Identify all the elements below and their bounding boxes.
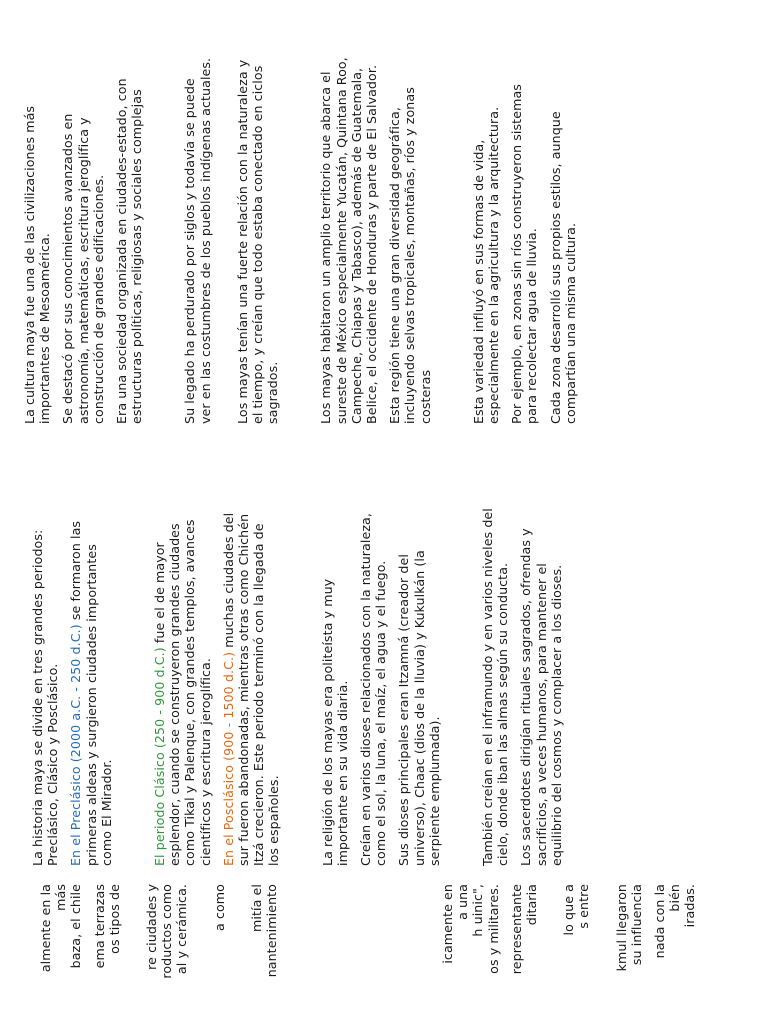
fragment: baza, el chile [68, 884, 84, 969]
fragment: kmul llegaron [613, 884, 629, 972]
fragment: nantenimiento [264, 884, 280, 978]
fragment: bién [667, 884, 683, 912]
fragment: a como [211, 884, 227, 931]
fragment: almente en la [38, 884, 53, 973]
paragraph: Los mayas tenían una fuerte relación con la naturaleza y el tiempo, y creían que todo estaba conectado en ciclos sagrados. [234, 59, 281, 424]
fragment: al y cerámica. [174, 884, 190, 975]
fragment: más [53, 884, 69, 911]
fragment: h uinic", [470, 884, 486, 937]
paragraph: También creían en el inframundo y en varios niveles del cielo, donde iban las almas según su conducta. [480, 508, 511, 866]
paragraph: La cultura maya fue una de las civilizaciones más importantes de Mesoamérica. [22, 105, 53, 424]
paragraph: El periodo Clásico (250 - 900 d.C.) fue el de mayor esplendor, cuando se construyeron grandes ciudades como Tikal y Palenque, con grandes templos, avances científicos y escritura jeroglífica. [152, 519, 213, 866]
paragraph: Esta variedad influyó en sus formas de vida, especialmente en la agricultura y la arquitectura. [470, 106, 502, 424]
period-clasico: El periodo Clásico (250 - 900 d.C.) [152, 647, 168, 866]
fragment: roductos como [159, 884, 175, 979]
fragment: mitía el [248, 884, 264, 932]
fragment: ema terrazas [91, 884, 107, 969]
fragment: iradas. [682, 884, 698, 928]
paragraph: Se destacó por sus conocimientos avanzados en astronomía, matemáticas, escritura jeroglífica y construcción de grandes edificaciones. [60, 113, 106, 424]
paragraph: Sus dioses principales eran Itzamná (creador del universo), Chaac (dios de la lluvia) y Kukulkán (la serpiente emplumada). [396, 550, 442, 866]
column-historia-religion [30, 506, 572, 866]
paragraph: Su legado ha perdurado por siglos y todavía se puede ver en las costumbres de los pueblos indígenas actuales. [182, 57, 213, 424]
paragraph: Los sacerdotes dirigían rituales sagrados, ofrendas y sacrificios, a veces humanos, para mantener el equilibrio del cosmos y complacer a los dioses. [518, 528, 564, 866]
fragment: os y militares. [485, 884, 501, 974]
fragment: os tipos de [106, 884, 122, 954]
paragraph: Por ejemplo, en zonas sin ríos construyeron sistemas para recolectar agua de lluvia. [509, 84, 540, 424]
fragment: lo que a [561, 884, 577, 936]
column-cultura-maya [22, 54, 586, 424]
paragraph: En el Preclásico (2000 a.C. - 250 d.C.) se formaron las primeras aldeas y surgieron ciudades importantes como El Mirador. [68, 520, 114, 866]
period-posclasico: En el Posclásico (900 - 1500 d.C.) [220, 651, 236, 866]
paragraph: Era una sociedad organizada en ciudades-estado, con estructuras políticas, religiosas y sociales complejas [114, 78, 145, 424]
fragment: su influencia [628, 884, 644, 966]
fragment: ditaria [524, 884, 540, 926]
paragraph: Los mayas habitaron un amplio territorio que abarca el sureste de México especialmente Yucatán, Quintana Roo, Campeche, Chiapas y Tabasco), además de Guatemala, Belice, el occidente de Honduras y parte de El Salvador. [318, 57, 380, 424]
paragraph: Esta región tiene una gran diversidad geográfica, incluyendo selvas tropicales, montañas, ríos y zonas costeras [387, 87, 433, 424]
fragment: nada con la [652, 884, 668, 959]
paragraph: Cada zona desarrolló sus propios estilos, aunque compartían una misma cultura. [547, 111, 578, 424]
period-preclasico: En el Preclásico (2000 a.C. - 250 d.C.) [68, 624, 84, 866]
paragraph: Creían en varios dioses relacionados con la naturaleza, como el sol, la luna, el maíz, el agua y el fuego. [358, 513, 389, 866]
paragraph: La religión de los mayas era politeísta y muy importante en su vida diaria. [319, 578, 350, 866]
fragment: icamente en [440, 884, 455, 964]
fragment: a una [455, 884, 471, 920]
fragment: representante [508, 884, 524, 975]
paragraph: La historia maya se divide en tres grandes periodos: Preclásico, Clásico y Posclásico. [30, 529, 61, 866]
fragment: re ciudades y [144, 884, 160, 970]
paragraph: En el Posclásico (900 - 1500 d.C.) muchas ciudades del sur fueron abandonadas, mientras otras como Chichén Itzá crecieron. Este periodo terminó con la llegada de los españoles. [220, 512, 282, 866]
fragment: s entre [576, 884, 592, 929]
